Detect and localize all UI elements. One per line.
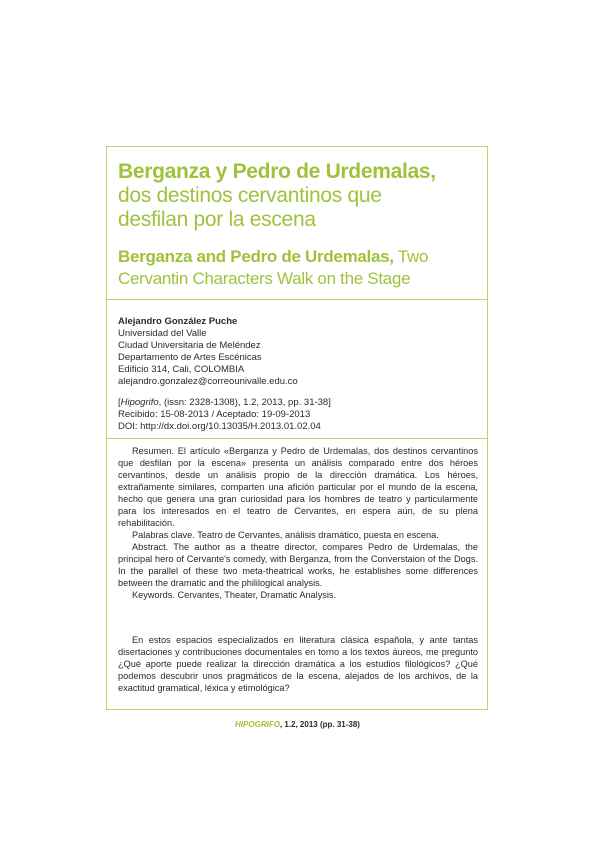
title-english-line2: Cervantin Characters Walk on the Stage [118,269,411,288]
doi-line[interactable]: DOI: http://dx.doi.org/10.13035/H.2013.01.02.04 [118,421,321,432]
title-spanish-line2: dos destinos cervantinos que [118,184,382,207]
intro-paragraph: En estos espacios especializados en literatura clásica española, y ante tantas disertaciones y contribuciones documentales en torno a los textos áureos, me pregunto ¿Qué aporte puede realizar la dirección dramática a los estudios filológicos? ¿Qué podemos descubrir unos pragmáticos de la escena, alejados de los archivos, de la exactitud gramatical, léxica y etimológica? [118,635,478,693]
title-spanish [118,160,478,232]
footer-rest: , 1.2, 2013 (pp. 31-38) [279,720,360,729]
title-english-bold: Berganza and Pedro de Urdemalas, [118,247,394,266]
title-spanish-bold: Berganza y Pedro de Urdemalas, [118,160,436,183]
footer-journal: HIPOGRIFO [235,720,280,729]
citation-line: [Hipogrifo, (issn: 2328-1308), 1.2, 2013, pp. 31-38] [118,397,331,408]
intro-section [118,634,478,694]
abstract-paragraph: Abstract. The author as a theatre director, compares Pedro de Urdemalas, the principal hero of Cervante's comedy, with Berganza, from the Converstaion of the Dogs. In the parallel of these two meta-theatrical works, he establishes some differences between the dramatic and the phililogical analysis. [118,542,478,588]
title-english [118,246,478,290]
section-divider [106,438,488,439]
keywords-line: Keywords. Cervantes, Theater, Dramatic Analysis. [132,590,337,600]
author-affiliation-3: Departamento de Artes Escénicas [118,352,262,363]
page-footer [0,720,595,729]
author-email[interactable]: alejandro.gonzalez@correounivalle.edu.co [118,376,298,387]
author-name: Alejandro González Puche [118,316,238,327]
author-affiliation-2: Ciudad Universitaria de Meléndez [118,340,261,351]
citation-journal: Hipogrifo [120,397,159,408]
author-block [118,316,478,388]
title-english-rest: Two [393,247,429,266]
dates-line: Recibido: 15-08-2013 / Aceptado: 19-09-2013 [118,409,311,420]
reference-block [118,397,478,433]
title-spanish-line3: desfilan por la escena [118,208,316,231]
abstracts-section [118,445,478,601]
resumen-paragraph: Resumen. El artículo «Berganza y Pedro de Urdemalas, dos destinos cervantinos que desfilan por la escena» presenta un análisis comparado entre dos héroes cervantinos, desde un análisis propio de la dirección dramática. Los héroes, extrañamente similares, comparten una afición particular por el mundo de la escena, hecho que genera una gran curiosidad para los hombres de teatro y particularmente para los interesados en el teatro de Cervantes, en espera aún, de su plena rehabilitación. [118,446,478,528]
author-address: Edificio 314, Cali, COLOMBIA [118,364,245,375]
author-affiliation-1: Universidad del Valle [118,328,207,339]
palabras-clave: Palabras clave. Teatro de Cervantes, análisis dramático, puesta en escena. [132,530,439,540]
